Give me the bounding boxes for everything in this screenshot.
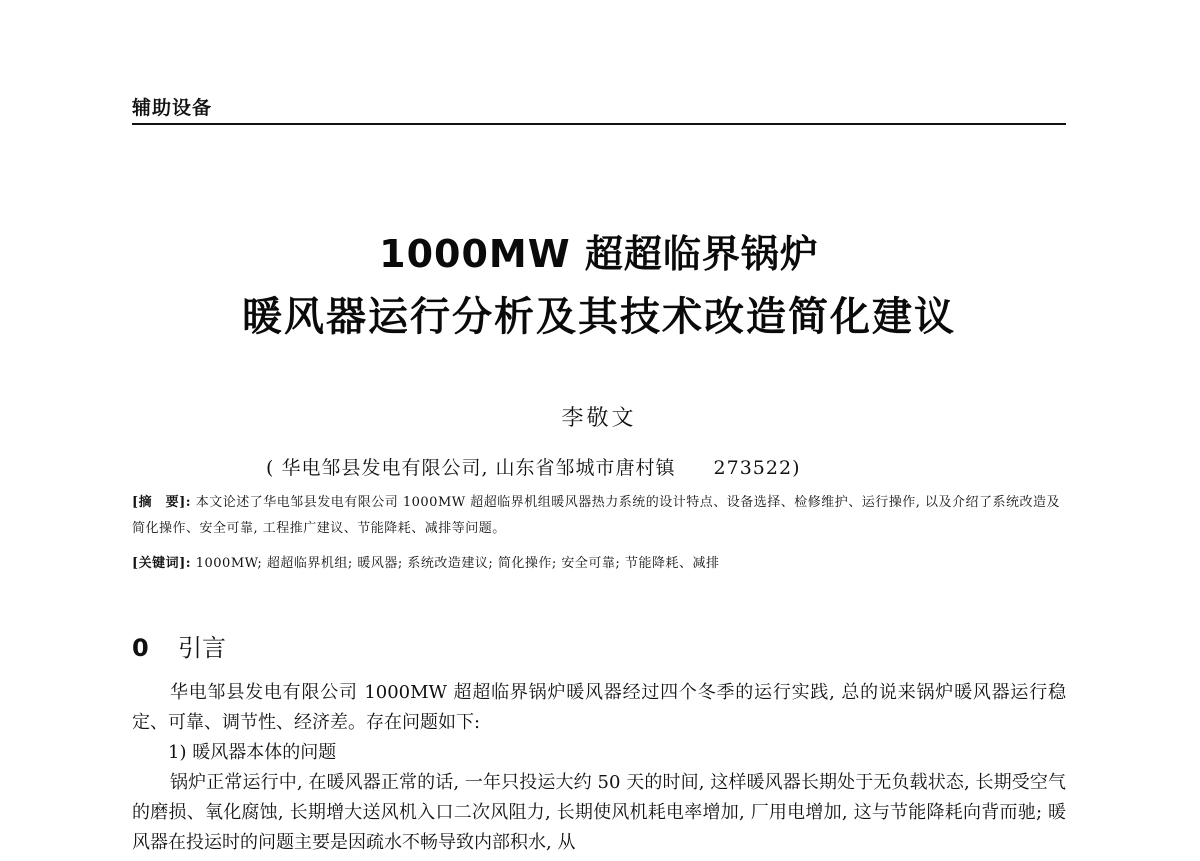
section-heading — [132, 628, 226, 663]
header-rule — [132, 123, 1066, 125]
abstract-label: [摘 要]: — [132, 495, 192, 510]
section-label: 辅助设备 — [132, 97, 213, 119]
affiliation-postcode: 273522) — [713, 457, 801, 479]
section-body — [132, 678, 1066, 858]
body-paragraph-1: 华电邹县发电有限公司 1000MW 超超临界锅炉暖风器经过四个冬季的运行实践, 总的说来锅炉暖风器运行稳定、可靠、调节性、经济差。存在问题如下: — [132, 682, 1066, 733]
keywords — [132, 552, 1066, 576]
paper-title-line1: 1000MW 超超临界锅炉 — [379, 232, 819, 276]
section-title: 引言 — [178, 634, 226, 662]
paper-title-line2: 暖风器运行分析及其技术改造简化建议 — [242, 294, 956, 340]
abstract-text: 本文论述了华电邹县发电有限公司 1000MW 超超临界机组暖风器热力系统的设计特点、设备选择、检修维护、运行操作, 以及介绍了系统改造及简化操作、安全可靠, 工程推广建议、节能降耗、减排等问题。 — [132, 495, 1061, 536]
abstract — [132, 490, 1066, 542]
keywords-label: [关键词]: — [132, 556, 192, 571]
section-number: 0 — [132, 634, 149, 662]
author-name: 李敬文 — [561, 406, 637, 431]
keywords-text: 1000MW; 超超临界机组; 暖风器; 系统改造建议; 简化操作; 安全可靠; 节能降耗、减排 — [191, 556, 720, 571]
author-affiliation — [266, 453, 801, 480]
body-subheading-1: 1) 暖风器本体的问题 — [168, 742, 337, 763]
affiliation-text: ( 华电邹县发电有限公司, 山东省邹城市唐村镇 — [266, 457, 676, 479]
body-paragraph-2: 锅炉正常运行中, 在暖风器正常的话, 一年只投运大约 50 天的时间, 这样暖风器长期处于无负载状态, 长期受空气的磨损、氧化腐蚀, 长期增大送风机入口二次风阻力, 长期使风机耗电率增加, 厂用电增加, 这与节能降耗向背而驰; 暖风器在投运时的问题主要是因疏水不畅导致内部积水, 从 — [132, 772, 1066, 853]
